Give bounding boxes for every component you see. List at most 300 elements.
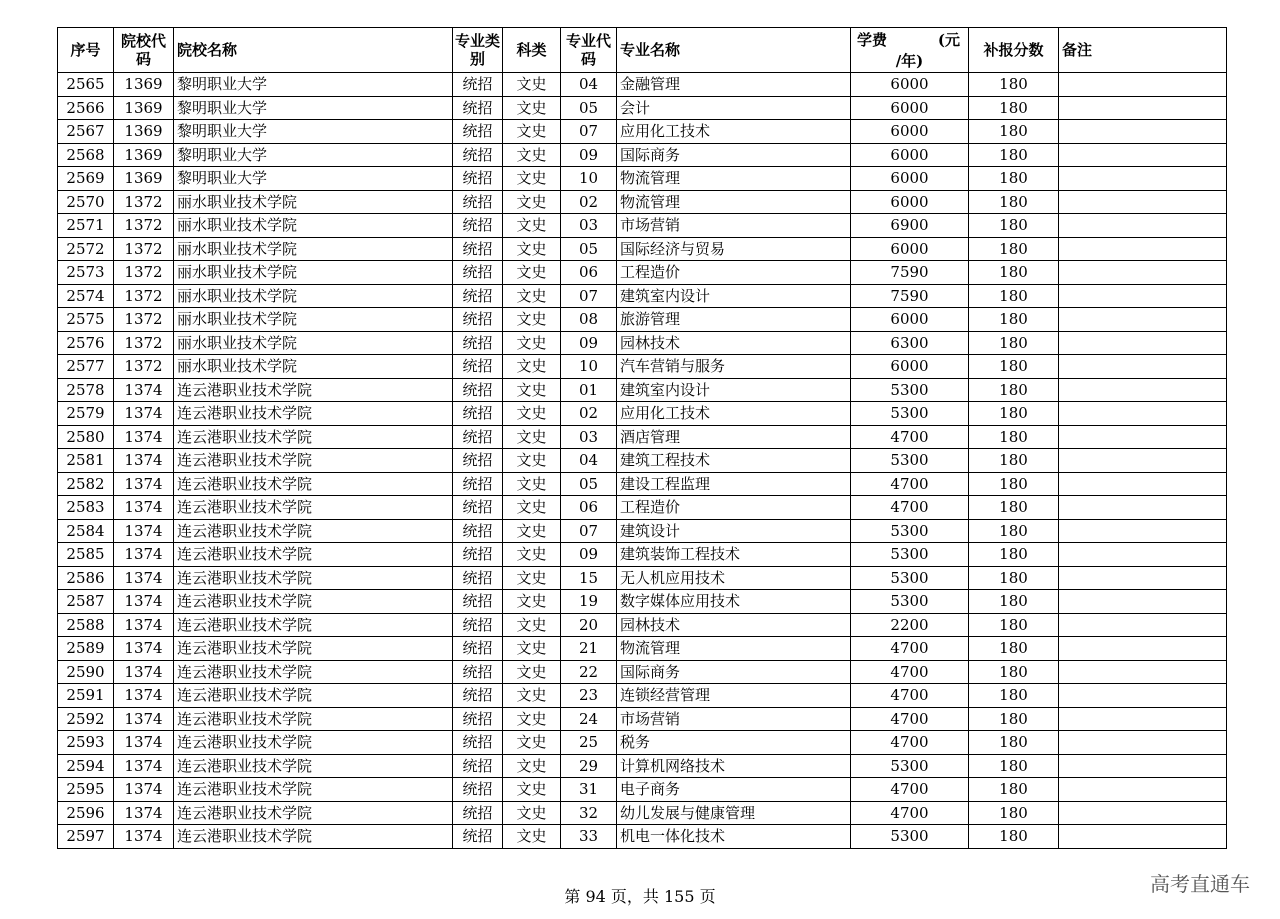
cell-seq: 2566 — [58, 96, 114, 120]
cell-seq: 2579 — [58, 402, 114, 426]
cell-school-name: 黎明职业大学 — [174, 167, 453, 191]
cell-major-name: 建设工程监理 — [617, 472, 851, 496]
cell-remark — [1059, 355, 1227, 379]
cell-remark — [1059, 167, 1227, 191]
cell-fee: 5300 — [851, 566, 969, 590]
cell-score: 180 — [969, 167, 1059, 191]
table-row — [58, 378, 1227, 402]
header-major-category: 专业类别 — [453, 28, 503, 73]
cell-remark — [1059, 449, 1227, 473]
cell-fee: 6000 — [851, 237, 969, 261]
cell-subject: 文史 — [503, 519, 561, 543]
cell-subject: 文史 — [503, 237, 561, 261]
cell-remark — [1059, 825, 1227, 849]
cell-major-category: 统招 — [453, 237, 503, 261]
cell-score: 180 — [969, 825, 1059, 849]
cell-score: 180 — [969, 237, 1059, 261]
cell-major-code: 01 — [561, 378, 617, 402]
table-row — [58, 190, 1227, 214]
cell-seq: 2596 — [58, 801, 114, 825]
cell-major-name: 汽车营销与服务 — [617, 355, 851, 379]
cell-fee: 5300 — [851, 825, 969, 849]
cell-score: 180 — [969, 496, 1059, 520]
cell-seq: 2584 — [58, 519, 114, 543]
cell-school-name: 连云港职业技术学院 — [174, 566, 453, 590]
cell-school-name: 连云港职业技术学院 — [174, 402, 453, 426]
cell-seq: 2590 — [58, 660, 114, 684]
cell-major-code: 05 — [561, 96, 617, 120]
cell-major-code: 09 — [561, 143, 617, 167]
cell-major-category: 统招 — [453, 684, 503, 708]
cell-major-category: 统招 — [453, 590, 503, 614]
cell-school-name: 连云港职业技术学院 — [174, 801, 453, 825]
table-row — [58, 472, 1227, 496]
cell-school-code: 1374 — [114, 684, 174, 708]
cell-school-name: 连云港职业技术学院 — [174, 660, 453, 684]
cell-subject: 文史 — [503, 331, 561, 355]
cell-school-name: 连云港职业技术学院 — [174, 684, 453, 708]
cell-major-code: 29 — [561, 754, 617, 778]
table-row — [58, 261, 1227, 285]
cell-school-name: 丽水职业技术学院 — [174, 284, 453, 308]
cell-school-code: 1374 — [114, 754, 174, 778]
cell-subject: 文史 — [503, 425, 561, 449]
cell-subject: 文史 — [503, 684, 561, 708]
table-row — [58, 96, 1227, 120]
cell-subject: 文史 — [503, 143, 561, 167]
cell-subject: 文史 — [503, 707, 561, 731]
cell-school-code: 1374 — [114, 707, 174, 731]
table-row — [58, 519, 1227, 543]
cell-major-category: 统招 — [453, 284, 503, 308]
cell-school-name: 连云港职业技术学院 — [174, 449, 453, 473]
cell-major-category: 统招 — [453, 120, 503, 144]
cell-score: 180 — [969, 73, 1059, 97]
cell-major-category: 统招 — [453, 637, 503, 661]
cell-score: 180 — [969, 543, 1059, 567]
cell-school-name: 连云港职业技术学院 — [174, 707, 453, 731]
table-row — [58, 613, 1227, 637]
cell-seq: 2570 — [58, 190, 114, 214]
cell-major-code: 04 — [561, 73, 617, 97]
cell-subject: 文史 — [503, 167, 561, 191]
cell-fee: 4700 — [851, 425, 969, 449]
cell-fee: 4700 — [851, 707, 969, 731]
cell-major-category: 统招 — [453, 214, 503, 238]
cell-fee: 5300 — [851, 543, 969, 567]
cell-subject: 文史 — [503, 566, 561, 590]
cell-remark — [1059, 754, 1227, 778]
cell-seq: 2592 — [58, 707, 114, 731]
cell-seq: 2594 — [58, 754, 114, 778]
cell-score: 180 — [969, 519, 1059, 543]
table-row — [58, 801, 1227, 825]
cell-subject: 文史 — [503, 120, 561, 144]
cell-fee: 5300 — [851, 519, 969, 543]
cell-major-code: 15 — [561, 566, 617, 590]
cell-major-code: 20 — [561, 613, 617, 637]
cell-school-code: 1374 — [114, 566, 174, 590]
cell-major-code: 05 — [561, 472, 617, 496]
table-row — [58, 496, 1227, 520]
cell-school-name: 连云港职业技术学院 — [174, 590, 453, 614]
cell-school-name: 连云港职业技术学院 — [174, 378, 453, 402]
cell-major-code: 03 — [561, 425, 617, 449]
cell-subject: 文史 — [503, 801, 561, 825]
cell-school-code: 1374 — [114, 660, 174, 684]
cell-major-name: 建筑工程技术 — [617, 449, 851, 473]
cell-major-category: 统招 — [453, 825, 503, 849]
cell-major-code: 33 — [561, 825, 617, 849]
cell-major-category: 统招 — [453, 402, 503, 426]
cell-school-code: 1372 — [114, 237, 174, 261]
cell-seq: 2586 — [58, 566, 114, 590]
cell-score: 180 — [969, 331, 1059, 355]
cell-fee: 2200 — [851, 613, 969, 637]
cell-major-code: 07 — [561, 120, 617, 144]
cell-major-name: 建筑设计 — [617, 519, 851, 543]
table-row — [58, 237, 1227, 261]
table-row — [58, 684, 1227, 708]
cell-major-category: 统招 — [453, 801, 503, 825]
cell-score: 180 — [969, 660, 1059, 684]
cell-major-category: 统招 — [453, 778, 503, 802]
cell-school-code: 1372 — [114, 355, 174, 379]
cell-seq: 2583 — [58, 496, 114, 520]
header-fee — [851, 28, 969, 73]
cell-remark — [1059, 214, 1227, 238]
cell-score: 180 — [969, 731, 1059, 755]
cell-fee: 6000 — [851, 355, 969, 379]
cell-score: 180 — [969, 402, 1059, 426]
cell-school-name: 连云港职业技术学院 — [174, 472, 453, 496]
cell-score: 180 — [969, 566, 1059, 590]
cell-score: 180 — [969, 120, 1059, 144]
cell-major-name: 税务 — [617, 731, 851, 755]
cell-score: 180 — [969, 284, 1059, 308]
table-row — [58, 214, 1227, 238]
table-row — [58, 566, 1227, 590]
header-fee-paren: (元 — [937, 31, 960, 49]
cell-major-category: 统招 — [453, 355, 503, 379]
cell-subject: 文史 — [503, 754, 561, 778]
cell-subject: 文史 — [503, 308, 561, 332]
cell-score: 180 — [969, 190, 1059, 214]
cell-school-code: 1374 — [114, 402, 174, 426]
cell-school-name: 连云港职业技术学院 — [174, 425, 453, 449]
cell-school-name: 连云港职业技术学院 — [174, 778, 453, 802]
cell-major-code: 05 — [561, 237, 617, 261]
cell-fee: 6000 — [851, 143, 969, 167]
cell-major-code: 31 — [561, 778, 617, 802]
cell-major-name: 国际商务 — [617, 660, 851, 684]
cell-seq: 2581 — [58, 449, 114, 473]
cell-major-code: 06 — [561, 261, 617, 285]
cell-seq: 2569 — [58, 167, 114, 191]
cell-remark — [1059, 543, 1227, 567]
cell-subject: 文史 — [503, 825, 561, 849]
cell-school-name: 连云港职业技术学院 — [174, 496, 453, 520]
cell-major-code: 24 — [561, 707, 617, 731]
header-seq: 序号 — [58, 28, 114, 73]
cell-remark — [1059, 566, 1227, 590]
cell-fee: 5300 — [851, 590, 969, 614]
cell-fee: 4700 — [851, 496, 969, 520]
cell-major-code: 07 — [561, 519, 617, 543]
cell-remark — [1059, 308, 1227, 332]
cell-major-name: 市场营销 — [617, 214, 851, 238]
cell-remark — [1059, 472, 1227, 496]
cell-seq: 2589 — [58, 637, 114, 661]
table-row — [58, 731, 1227, 755]
header-fee-label: 学费 — [857, 31, 888, 49]
cell-school-name: 连云港职业技术学院 — [174, 637, 453, 661]
cell-score: 180 — [969, 261, 1059, 285]
cell-fee: 4700 — [851, 731, 969, 755]
header-score: 补报分数 — [969, 28, 1059, 73]
cell-major-name: 园林技术 — [617, 331, 851, 355]
cell-school-code: 1374 — [114, 519, 174, 543]
cell-major-name: 酒店管理 — [617, 425, 851, 449]
cell-major-name: 建筑装饰工程技术 — [617, 543, 851, 567]
cell-fee: 6900 — [851, 214, 969, 238]
cell-major-category: 统招 — [453, 425, 503, 449]
cell-subject: 文史 — [503, 496, 561, 520]
table-row — [58, 355, 1227, 379]
cell-major-category: 统招 — [453, 449, 503, 473]
table-row — [58, 660, 1227, 684]
cell-fee: 4700 — [851, 684, 969, 708]
cell-remark — [1059, 143, 1227, 167]
cell-major-code: 02 — [561, 402, 617, 426]
cell-school-code: 1369 — [114, 120, 174, 144]
cell-major-name: 会计 — [617, 96, 851, 120]
cell-major-code: 32 — [561, 801, 617, 825]
cell-school-code: 1372 — [114, 284, 174, 308]
cell-seq: 2573 — [58, 261, 114, 285]
cell-school-code: 1374 — [114, 472, 174, 496]
cell-subject: 文史 — [503, 778, 561, 802]
cell-score: 180 — [969, 707, 1059, 731]
cell-fee: 4700 — [851, 778, 969, 802]
cell-subject: 文史 — [503, 355, 561, 379]
cell-remark — [1059, 261, 1227, 285]
table-row — [58, 543, 1227, 567]
cell-major-category: 统招 — [453, 143, 503, 167]
cell-school-name: 丽水职业技术学院 — [174, 261, 453, 285]
cell-remark — [1059, 778, 1227, 802]
cell-fee: 6000 — [851, 167, 969, 191]
cell-remark — [1059, 402, 1227, 426]
cell-major-name: 机电一体化技术 — [617, 825, 851, 849]
cell-school-code: 1374 — [114, 801, 174, 825]
cell-subject: 文史 — [503, 261, 561, 285]
cell-school-code: 1369 — [114, 73, 174, 97]
cell-major-category: 统招 — [453, 613, 503, 637]
cell-subject: 文史 — [503, 96, 561, 120]
cell-major-name: 应用化工技术 — [617, 402, 851, 426]
table-row — [58, 143, 1227, 167]
cell-remark — [1059, 707, 1227, 731]
cell-major-category: 统招 — [453, 308, 503, 332]
table-row — [58, 590, 1227, 614]
cell-subject: 文史 — [503, 660, 561, 684]
cell-major-code: 10 — [561, 355, 617, 379]
cell-major-name: 金融管理 — [617, 73, 851, 97]
cell-major-category: 统招 — [453, 96, 503, 120]
cell-fee: 7590 — [851, 261, 969, 285]
cell-school-code: 1369 — [114, 167, 174, 191]
cell-major-category: 统招 — [453, 707, 503, 731]
cell-seq: 2595 — [58, 778, 114, 802]
cell-major-category: 统招 — [453, 566, 503, 590]
cell-seq: 2580 — [58, 425, 114, 449]
cell-school-name: 丽水职业技术学院 — [174, 214, 453, 238]
cell-fee: 4700 — [851, 660, 969, 684]
cell-seq: 2576 — [58, 331, 114, 355]
cell-remark — [1059, 425, 1227, 449]
cell-school-code: 1372 — [114, 308, 174, 332]
cell-school-name: 连云港职业技术学院 — [174, 613, 453, 637]
cell-remark — [1059, 684, 1227, 708]
cell-major-code: 04 — [561, 449, 617, 473]
cell-fee: 4700 — [851, 472, 969, 496]
cell-school-code: 1369 — [114, 96, 174, 120]
table-row — [58, 637, 1227, 661]
cell-fee: 4700 — [851, 801, 969, 825]
cell-seq: 2572 — [58, 237, 114, 261]
cell-fee: 6000 — [851, 96, 969, 120]
cell-major-category: 统招 — [453, 378, 503, 402]
cell-school-name: 丽水职业技术学院 — [174, 190, 453, 214]
cell-remark — [1059, 519, 1227, 543]
table-row — [58, 825, 1227, 849]
cell-school-name: 丽水职业技术学院 — [174, 308, 453, 332]
cell-school-code: 1374 — [114, 613, 174, 637]
cell-major-name: 数字媒体应用技术 — [617, 590, 851, 614]
cell-school-code: 1374 — [114, 590, 174, 614]
cell-seq: 2591 — [58, 684, 114, 708]
cell-seq: 2588 — [58, 613, 114, 637]
cell-subject: 文史 — [503, 284, 561, 308]
cell-remark — [1059, 96, 1227, 120]
cell-major-name: 建筑室内设计 — [617, 284, 851, 308]
cell-seq: 2585 — [58, 543, 114, 567]
cell-subject: 文史 — [503, 449, 561, 473]
cell-remark — [1059, 73, 1227, 97]
cell-score: 180 — [969, 778, 1059, 802]
cell-seq: 2574 — [58, 284, 114, 308]
cell-remark — [1059, 637, 1227, 661]
cell-major-name: 无人机应用技术 — [617, 566, 851, 590]
cell-school-name: 连云港职业技术学院 — [174, 754, 453, 778]
cell-school-name: 丽水职业技术学院 — [174, 237, 453, 261]
cell-school-code: 1372 — [114, 190, 174, 214]
header-school-code: 院校代码 — [114, 28, 174, 73]
cell-score: 180 — [969, 143, 1059, 167]
table-row — [58, 778, 1227, 802]
cell-seq: 2578 — [58, 378, 114, 402]
cell-remark — [1059, 613, 1227, 637]
table-row — [58, 707, 1227, 731]
cell-school-code: 1372 — [114, 214, 174, 238]
cell-score: 180 — [969, 637, 1059, 661]
cell-score: 180 — [969, 308, 1059, 332]
cell-school-code: 1374 — [114, 425, 174, 449]
cell-major-category: 统招 — [453, 543, 503, 567]
cell-major-category: 统招 — [453, 519, 503, 543]
cell-score: 180 — [969, 425, 1059, 449]
cell-major-code: 22 — [561, 660, 617, 684]
cell-major-code: 09 — [561, 543, 617, 567]
cell-major-code: 09 — [561, 331, 617, 355]
cell-fee: 6000 — [851, 308, 969, 332]
cell-school-name: 连云港职业技术学院 — [174, 543, 453, 567]
cell-fee: 6000 — [851, 190, 969, 214]
table-row — [58, 425, 1227, 449]
cell-school-name: 黎明职业大学 — [174, 96, 453, 120]
cell-subject: 文史 — [503, 190, 561, 214]
cell-major-category: 统招 — [453, 331, 503, 355]
cell-school-name: 黎明职业大学 — [174, 120, 453, 144]
cell-remark — [1059, 496, 1227, 520]
cell-school-code: 1372 — [114, 261, 174, 285]
header-fee-unit: /年) — [895, 52, 924, 70]
cell-remark — [1059, 731, 1227, 755]
header-remark: 备注 — [1059, 28, 1227, 73]
cell-score: 180 — [969, 472, 1059, 496]
cell-remark — [1059, 331, 1227, 355]
cell-remark — [1059, 378, 1227, 402]
cell-major-code: 23 — [561, 684, 617, 708]
cell-seq: 2568 — [58, 143, 114, 167]
cell-score: 180 — [969, 96, 1059, 120]
cell-major-code: 07 — [561, 284, 617, 308]
cell-score: 180 — [969, 355, 1059, 379]
cell-subject: 文史 — [503, 402, 561, 426]
cell-major-code: 19 — [561, 590, 617, 614]
cell-remark — [1059, 237, 1227, 261]
cell-seq: 2575 — [58, 308, 114, 332]
cell-seq: 2597 — [58, 825, 114, 849]
cell-score: 180 — [969, 801, 1059, 825]
cell-major-name: 电子商务 — [617, 778, 851, 802]
cell-major-name: 连锁经营管理 — [617, 684, 851, 708]
cell-seq: 2571 — [58, 214, 114, 238]
page-number: 第 94 页，共 155 页 — [564, 887, 716, 906]
cell-school-name: 黎明职业大学 — [174, 143, 453, 167]
watermark-text: 高考直通车 — [1150, 872, 1250, 896]
header-subject: 科类 — [503, 28, 561, 73]
cell-score: 180 — [969, 613, 1059, 637]
cell-major-category: 统招 — [453, 73, 503, 97]
cell-subject: 文史 — [503, 472, 561, 496]
cell-major-name: 应用化工技术 — [617, 120, 851, 144]
cell-major-name: 国际商务 — [617, 143, 851, 167]
cell-school-name: 丽水职业技术学院 — [174, 331, 453, 355]
cell-major-category: 统招 — [453, 731, 503, 755]
cell-score: 180 — [969, 214, 1059, 238]
cell-school-code: 1374 — [114, 825, 174, 849]
cell-major-name: 幼儿发展与健康管理 — [617, 801, 851, 825]
cell-fee: 5300 — [851, 378, 969, 402]
table-body — [58, 73, 1227, 849]
cell-fee: 4700 — [851, 637, 969, 661]
header-major-code: 专业代码 — [561, 28, 617, 73]
header-major-name: 专业名称 — [617, 28, 851, 73]
cell-major-name: 工程造价 — [617, 261, 851, 285]
header-row — [58, 28, 1227, 73]
